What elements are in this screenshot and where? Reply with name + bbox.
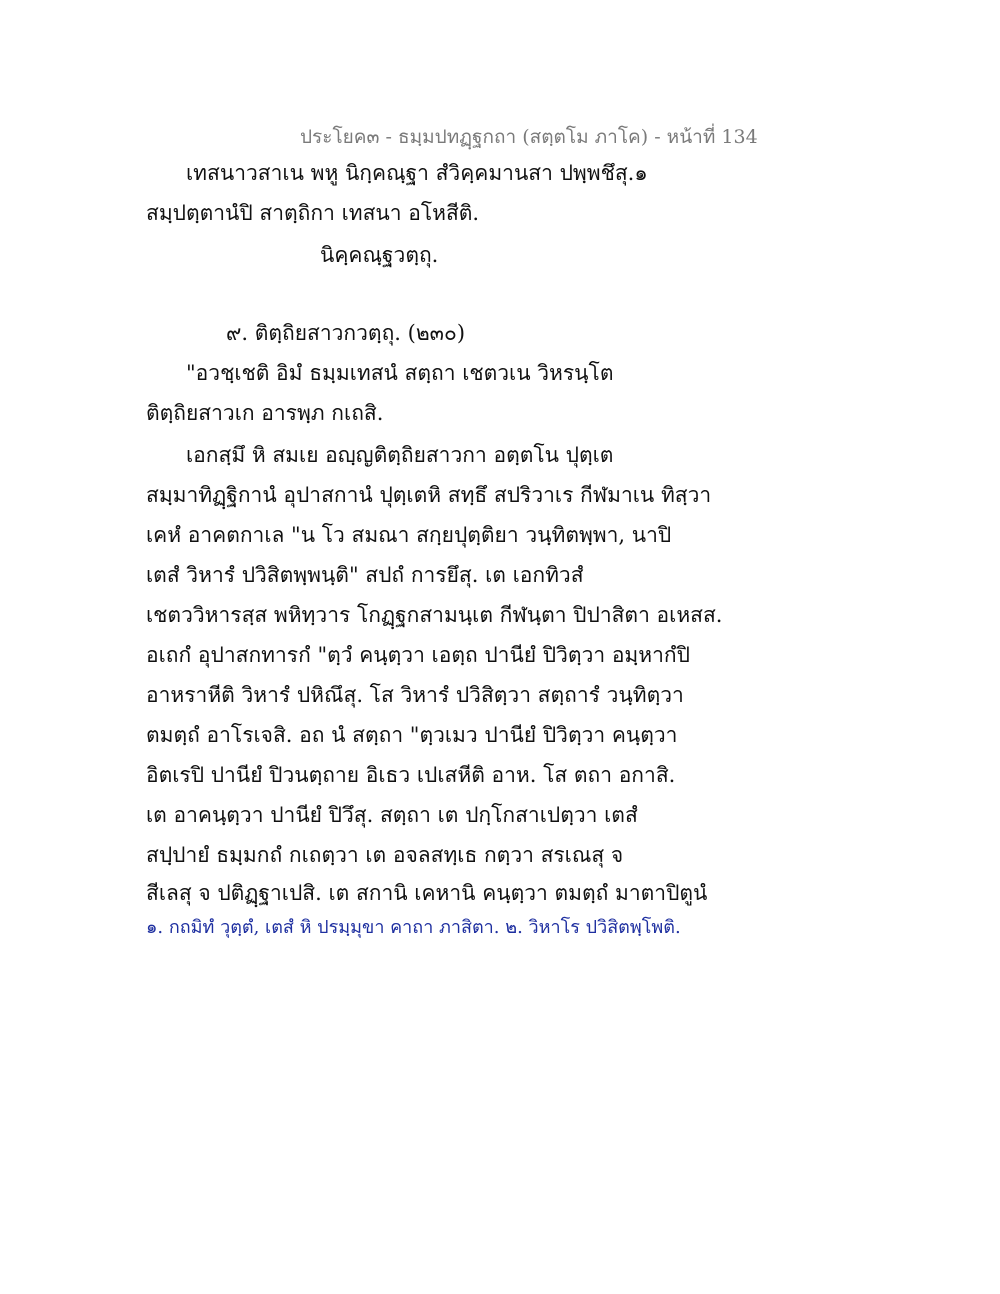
body-line-7: เอกสฺมึ หิ สมเย อญฺญติตฺถิยสาวกา อตฺตโน ปุตฺเต [186,443,614,467]
body-line-16: เต อาคนฺตฺวา ปานียํ ปิวึสุ. สตฺถา เต ปกฺโกสาเปตฺวา เตสํ [146,803,638,827]
body-line-13: อาหราหีติ วิหารํ ปหิณึสุ. โส วิหารํ ปวิสิตฺวา สตฺถารํ วนฺทิตฺวา [146,683,684,707]
section-title: ๙. ติตฺถิยสาวกวตฺถุ. (๒๓๐) [226,321,466,345]
body-line-6: ติตฺถิยสาวเก อารพฺภ กเถสิ. [146,401,384,425]
body-line-12: อเถกํ อุปาสกทารกํ "ตฺวํ คนฺตฺวา เอตฺถ ปานียํ ปิวิตฺวา อมฺหากํปิ [146,643,690,667]
body-line-18: สีเลสุ จ ปติฏฺฐาเปสิ. เต สกานิ เคหานิ คนฺตฺวา ตมตฺถํ มาตาปิตูนํ [146,881,708,905]
footnote: ๑. กถมิทํ วุตฺตํ, เตสํ หิ ปรมฺมุขา คาถา ภาสิตา. ๒. วิหาโร ปวิสิตพฺโพติ. [146,917,681,938]
story-end-title: นิคฺคณฺฐวตฺถุ. [320,243,439,267]
body-line-8: สมฺมาทิฏฺฐิกานํ อุปาสกานํ ปุตฺเตหิ สทฺธึ สปริวาเร กีฬมาเน ทิสฺวา [146,483,712,507]
body-line-10: เตสํ วิหารํ ปวิสิตพฺพนฺติ" สปถํ การยึสุ. เต เอกทิวสํ [146,563,584,587]
body-line-17: สปฺปายํ ธมฺมกถํ กเถตฺวา เต อจลสทฺเธ กตฺวา สรเณสุ จ [146,843,624,867]
body-line-2: สมฺปตฺตานํปิ สาตฺถิกา เทสนา อโหสีติ. [146,201,480,225]
running-header: ประโยค๓ - ธมฺมปทฏฺฐกถา (สตฺตโม ภาโค) - หน้าที่ 134 [300,126,758,148]
body-line-9: เคหํ อาคตกาเล "น โว สมณา สกฺยปุตฺติยา วนฺทิตพฺพา, นาปิ [146,523,672,547]
body-line-14: ตมตฺถํ อาโรเจสิ. อถ นํ สตฺถา "ตฺวเมว ปานียํ ปิวิตฺวา คนฺตฺวา [146,723,678,747]
body-line-11: เชตววิหารสฺส พหิทฺวาร โกฏฺฐกสามนฺเต กีฬนฺตา ปิปาสิตา อเหสส. [146,603,723,627]
body-line-15: อิตเรปิ ปานียํ ปิวนตฺถาย อิเธว เปเสหีติ อาห. โส ตถา อกาสิ. [146,763,676,787]
body-line-5: "อวชฺเชติ อิมํ ธมฺมเทสนํ สตฺถา เชตวเน วิหรนฺโต [186,361,614,385]
body-line-1: เทสนาวสาเน พหู นิกฺคณฺฐา สํวิคฺคมานสา ปพฺพชึสุ.๑ [186,161,648,185]
